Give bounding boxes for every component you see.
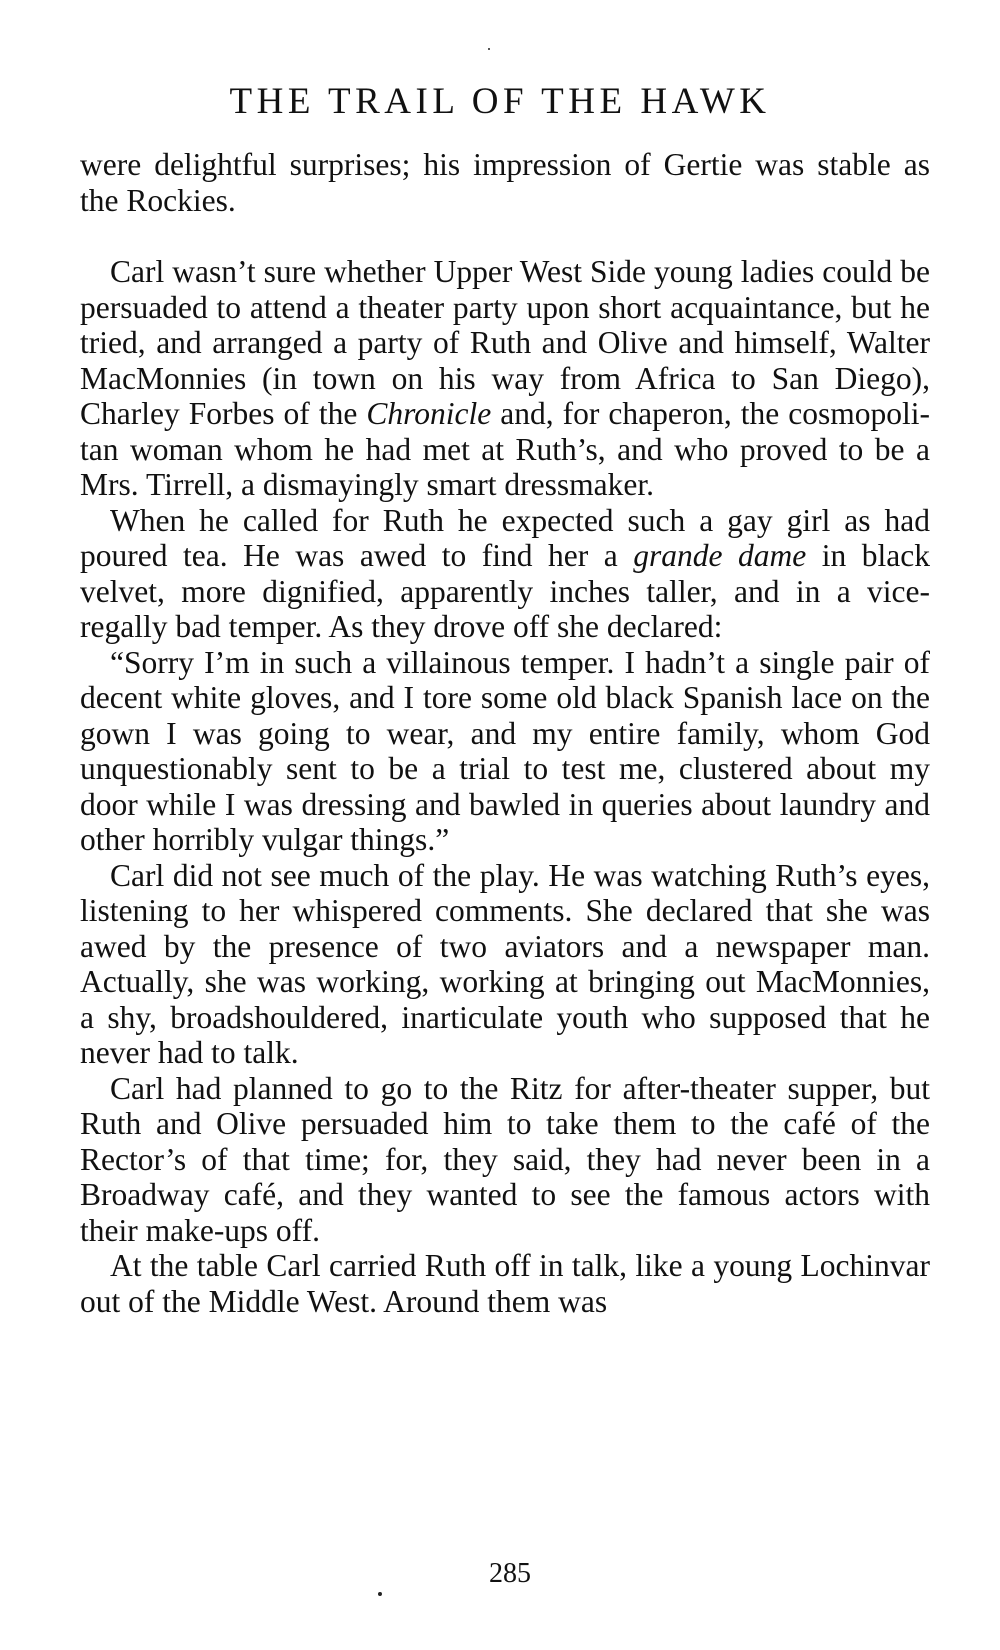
page-number: 285 <box>489 1558 531 1589</box>
paragraph-ruth-quote: “Sorry I’m in such a villainous temper. I hadn’t a single pair of decent white gloves, and I tore some old black Spanish lace on the gown I was going to wear, and my entire family, whom God unquestionably sent to be a trial to test me, clustered about my door while I was dressing and bawled in queries about laundry and other horribly vulgar things.” <box>80 644 930 857</box>
paragraph-at-the-table: At the table Carl carried Ruth off in talk, like a young Lochinvar out of the Middle West. Around them was <box>80 1248 930 1319</box>
paper-speck <box>488 48 490 50</box>
paragraph-continuation: were delightful surprises; his impression of Gertie was stable as the Rockies. <box>80 147 930 218</box>
newspaper-title: Chronicle <box>366 396 492 431</box>
paragraph-text: When he called for Ruth he expected such a gay girl as had poured tea. He was awed to find her a <box>80 502 930 573</box>
paper-speck <box>378 1592 382 1596</box>
body-text <box>80 147 930 1319</box>
running-head: THE TRAIL OF THE HAWK <box>229 81 771 122</box>
paragraph-text: in black velvet, more dignified, apparently inches taller, and in a vice-regally bad temper. As they drove off she declared: <box>80 538 930 644</box>
paragraph-theater-party <box>80 254 930 503</box>
paragraph-called-for-ruth <box>80 503 930 645</box>
italic-phrase: grande dame <box>633 538 807 573</box>
paragraph-the-play: Carl did not see much of the play. He was watching Ruth’s eyes, listening to her whispered comments. She declared that she was awed by the presence of two aviators and a newspaper man. Actually, she was working, working at bringing out MacMonnies, a shy, broadshouldered, inarticulate youth who supposed that he never had to talk. <box>80 857 930 1070</box>
paragraph-supper-plans: Carl had planned to go to the Ritz for after-theater supper, but Ruth and Olive persuaded him to take them to the café of the Rector’s of that time; for, they said, they had never been in a Broadway café, and they wanted to see the famous actors with their make-ups off. <box>80 1070 930 1248</box>
paragraph-text: and, for chaperon, the cosmopolitan woman whom he had met at Ruth’s, and who proved to be a Mrs. Tirrell, a dismayingly smart dressmaker. <box>80 396 931 502</box>
paragraph-text: Carl wasn’t sure whether Upper West Side young ladies could be persuaded to attend a theater party upon short acquaintance, but he tried, and arranged a party of Ruth and Olive and himself, Walter MacMonnies (in town on his way from Africa to San Diego), Charley Forbes of the <box>80 254 930 431</box>
